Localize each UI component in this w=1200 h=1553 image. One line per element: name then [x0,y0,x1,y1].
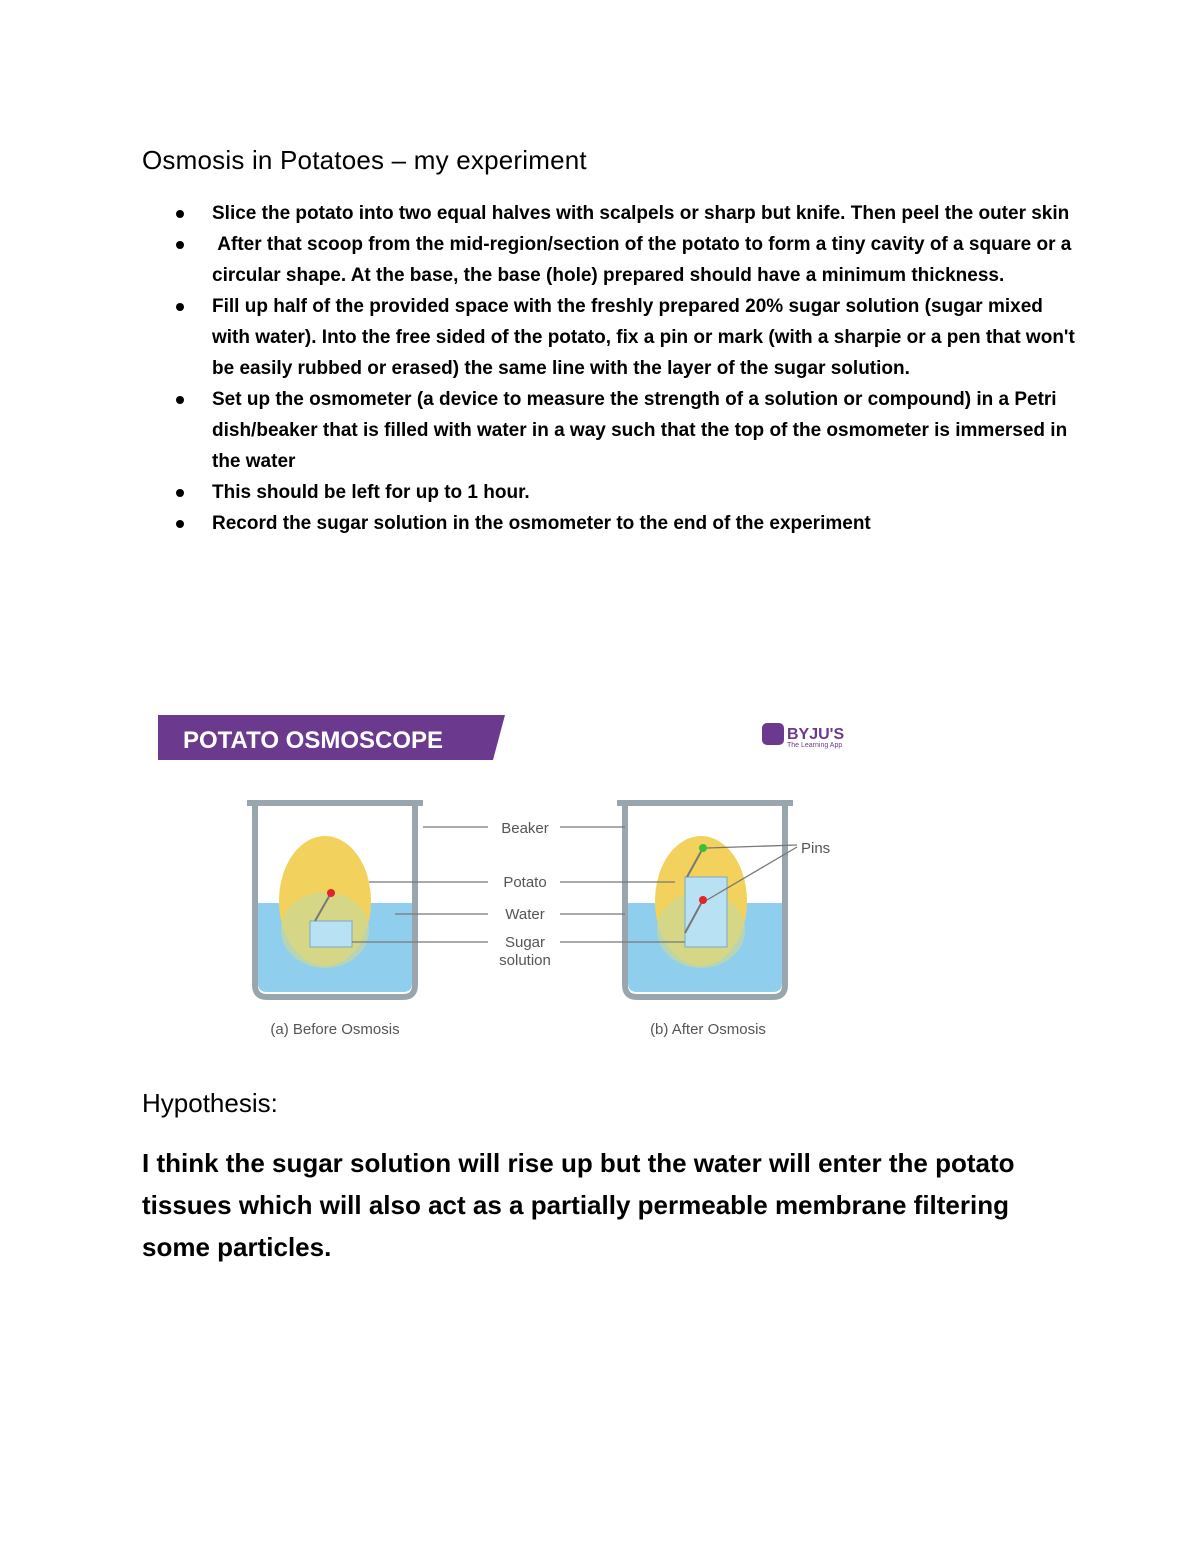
list-item [170,477,1075,508]
caption-after: (b) After Osmosis [650,1021,766,1038]
bullet-icon [176,210,184,218]
step-text: Fill up half of the provided space with the freshly prepared 20% sugar solution (sugar mixed with water). Into the free sided of the potato, fix a pin or mark (with a sharpie or a pen that won't be easily rubbed or erased) the same line with the layer of the sugar solution. [212,296,1075,379]
bullet-icon [176,396,184,404]
list-item [170,384,1075,477]
caption-before: (a) Before Osmosis [270,1021,400,1038]
beaker-after [617,803,793,997]
list-item [170,508,1075,539]
label-pins: Pins [801,840,831,857]
banner-title: POTATO OSMOSCOPE [183,727,444,754]
logo-tagline: The Learning App [787,742,843,749]
pin-head-red-after [699,896,707,904]
hypothesis-text: I think the sugar solution will rise up but the water will enter the potato tissues which will also act as a partially permeable membrane filtering some particles. [142,1148,1015,1262]
sugar-solution-before [310,921,352,947]
beaker-before [247,803,423,997]
bullet-icon [176,520,184,528]
step-text: Slice the potato into two equal halves with scalpels or sharp but knife. Then peel the outer skin [212,203,1070,224]
byjus-logo [762,723,844,749]
list-item [170,291,1075,384]
potato-osmoscope-figure [155,705,875,1050]
bullet-icon [176,241,184,249]
logo-mark [762,723,784,745]
step-text: Record the sugar solution in the osmometer to the end of the experiment [212,513,871,534]
pin-head-green-after [699,844,707,852]
list-item [170,198,1075,229]
pin-head-before [327,889,335,897]
label-solution: solution [499,952,551,969]
procedure-list [170,198,1075,539]
label-sugar: Sugar [504,934,546,951]
step-text: After that scoop from the mid-region/section of the potato to form a tiny cavity of a square or a circular shape. At the base, the base (hole) prepared should have a minimum thickness. [212,234,1077,286]
logo-text: BYJU'S [787,726,845,743]
sugar-solution-after [685,877,727,947]
label-water: Water [505,906,545,923]
bullet-icon [176,303,184,311]
step-text: This should be left for up to 1 hour. [212,482,530,503]
page-title: Osmosis in Potatoes – my experiment [142,145,587,175]
label-potato: Potato [503,874,547,891]
step-text: Set up the osmometer (a device to measure the strength of a solution or compound) in a Petri dish/beaker that is filled with water in a way such that the top of the osmometer is immersed in the water [212,389,1068,472]
hypothesis-heading: Hypothesis: [142,1088,278,1118]
label-beaker: Beaker [501,820,549,837]
list-item [170,229,1075,291]
bullet-icon [176,489,184,497]
